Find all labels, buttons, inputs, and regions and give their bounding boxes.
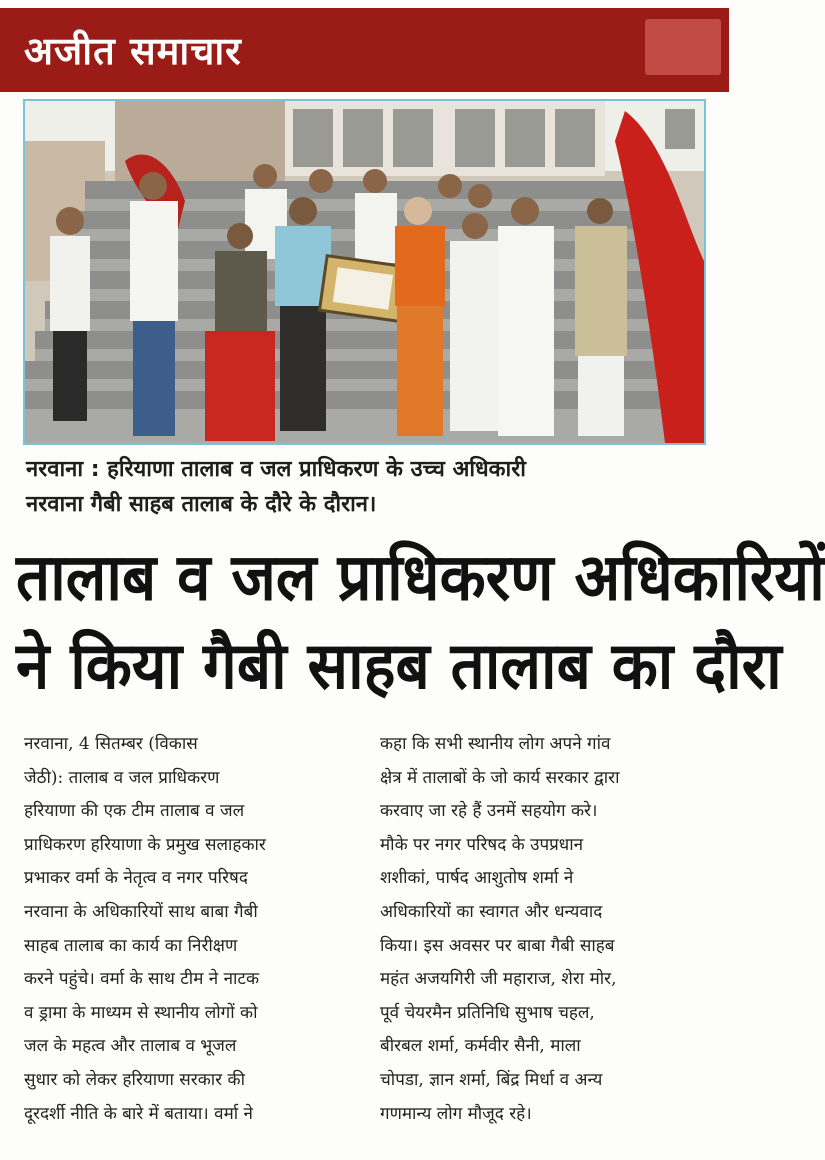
headline-line: तालाब व जल प्राधिकरण अधिकारियों — [16, 539, 825, 616]
body-line: महंत अजयगिरी जी महाराज, शेरा मोर, — [380, 969, 617, 990]
body-line: कहा कि सभी स्थानीय लोग अपने गांव — [380, 734, 611, 754]
article-body-column-right — [380, 728, 710, 1131]
photo-caption — [26, 452, 716, 522]
body-line: नरवाना, 4 सितम्बर (विकास — [24, 734, 198, 754]
body-line: दूरदर्शी नीति के बारे में बताया। वर्मा ने — [24, 1103, 253, 1124]
body-line: करने पहुंचे। वर्मा के साथ टीम ने नाटक — [24, 969, 260, 990]
body-line: प्राधिकरण हरियाणा के प्रमुख सलाहकार — [24, 834, 266, 855]
masthead-decor-box — [645, 19, 721, 75]
body-line: सुधार को लेकर हरियाणा सरकार की — [24, 1069, 245, 1090]
body-line: व ड्रामा के माध्यम से स्थानीय लोगों को — [24, 1002, 258, 1023]
news-photo — [23, 99, 706, 445]
body-line: चोपडा, ज्ञान शर्मा, बिंद्र मिर्धा व अन्य — [380, 1069, 603, 1090]
article-body-column-left — [24, 728, 354, 1131]
masthead — [0, 0, 729, 92]
headline-line: ने किया गैबी साहब तालाब का दौरा — [16, 628, 782, 705]
body-line: गणमान्य लोग मौजूद रहे। — [380, 1103, 532, 1124]
body-line: साहब तालाब का कार्य का निरीक्षण — [24, 935, 238, 956]
body-line: शशीकां, पार्षद आशुतोष शर्मा ने — [380, 868, 574, 889]
body-line: किया। इस अवसर पर बाबा गैबी साहब — [380, 935, 615, 956]
body-line: जल के महत्व और तालाब व भूजल — [24, 1036, 237, 1057]
body-line: करवाए जा रहे हैं उनमें सहयोग करे। — [380, 801, 598, 822]
caption-line: नरवाना गैबी साहब तालाब के दौरे के दौरान। — [26, 492, 377, 517]
article-headline — [16, 533, 825, 710]
body-line: हरियाणा की एक टीम तालाब व जल — [24, 801, 245, 822]
news-photo-illustration — [25, 101, 704, 443]
masthead-title: अजीत समाचार — [24, 28, 242, 73]
body-line: क्षेत्र में तालाबों के जो कार्य सरकार द्वारा — [380, 767, 620, 788]
body-line: पूर्व चेयरमैन प्रतिनिधि सुभाष चहल, — [380, 1002, 595, 1023]
caption-line: नरवाना : हरियाणा तालाब व जल प्राधिकरण के उच्च अधिकारी — [26, 457, 526, 482]
body-line: जेठी): तालाब व जल प्राधिकरण — [24, 767, 220, 788]
body-line: प्रभाकर वर्मा के नेतृत्व व नगर परिषद — [24, 868, 248, 889]
body-line: अधिकारियों का स्वागत और धन्यवाद — [380, 901, 603, 922]
body-line: नरवाना के अधिकारियों साथ बाबा गैबी — [24, 901, 258, 922]
body-line: बीरबल शर्मा, कर्मवीर सैनी, माला — [380, 1036, 581, 1057]
body-line: मौके पर नगर परिषद के उपप्रधान — [380, 834, 584, 855]
